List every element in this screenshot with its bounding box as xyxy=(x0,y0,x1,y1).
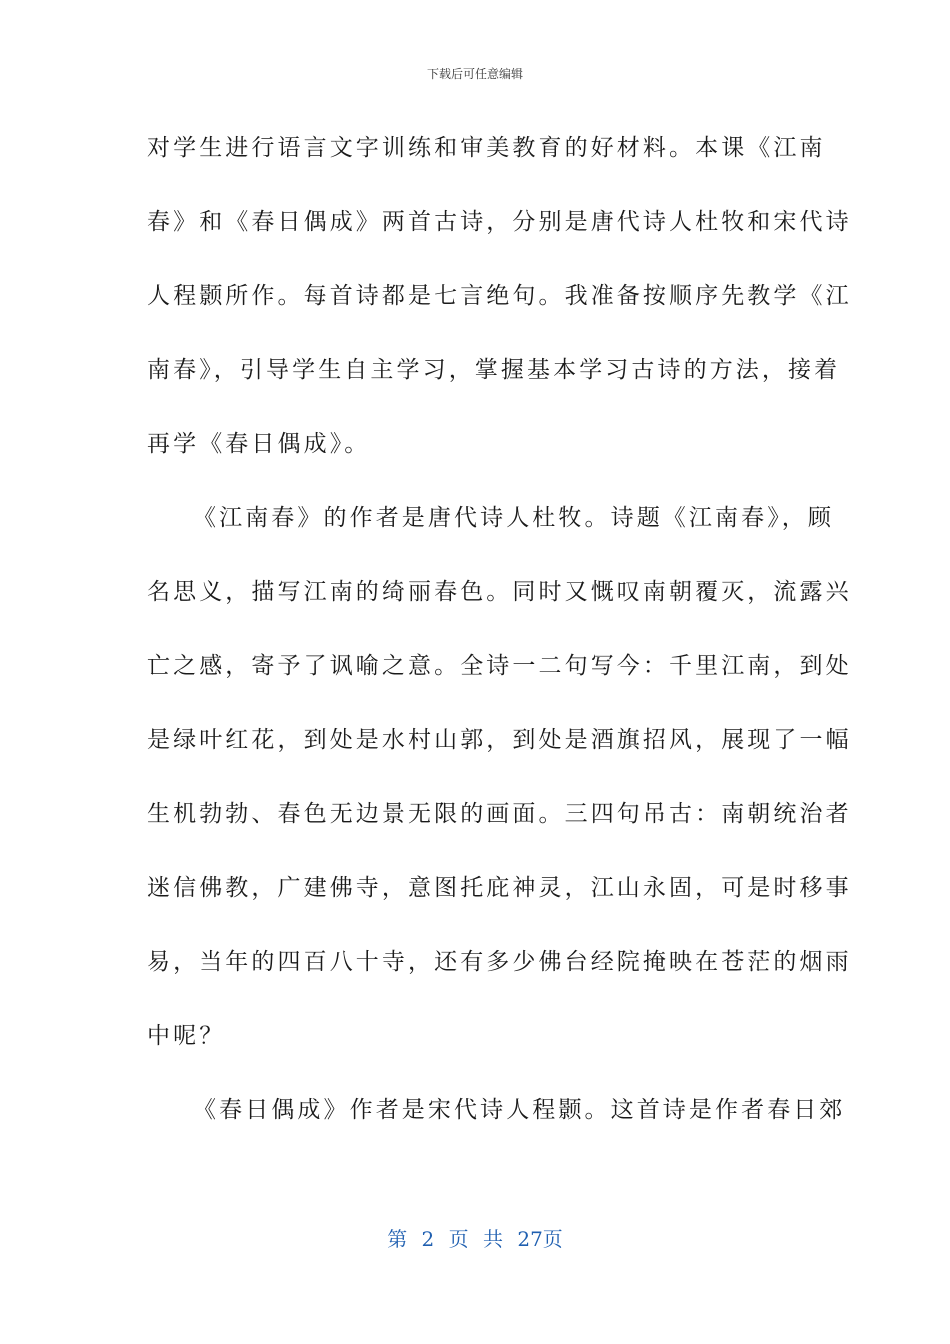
paragraph-start-line: 《江南春》的作者是唐代诗人杜牧。诗题《江南春》，顾 xyxy=(193,505,834,531)
document-body xyxy=(147,123,852,1159)
text-line: 人程颢所作。每首诗都是七言绝句。我准备按顺序先教学《江 xyxy=(147,283,852,309)
text-line: 春》和《春日偶成》两首古诗，分别是唐代诗人杜牧和宋代诗 xyxy=(147,209,852,235)
text-line: 迷信佛教，广建佛寺，意图托庇神灵，江山永固，可是时移事 xyxy=(147,875,852,901)
page-footer xyxy=(0,1225,950,1253)
text-line: 名思义，描写江南的绮丽春色。同时又慨叹南朝覆灭，流露兴 xyxy=(147,579,852,605)
footer-page-word: 页 xyxy=(448,1227,469,1251)
footer-total-pages: 27页 xyxy=(517,1227,563,1251)
footer-total-label: 共 xyxy=(483,1227,503,1251)
page-header: 下载后可任意编辑 xyxy=(426,67,523,81)
text-line: 中呢？ xyxy=(147,1023,226,1049)
paragraph-start-line: 《春日偶成》作者是宋代诗人程颢。这首诗是作者春日郊 xyxy=(193,1097,846,1123)
footer-current-page: 2 xyxy=(421,1227,435,1251)
text-line: 亡之感，寄予了讽喻之意。全诗一二句写今：千里江南，到处 xyxy=(147,653,852,679)
text-line: 生机勃勃、春色无边景无限的画面。三四句吊古：南朝统治者 xyxy=(147,801,852,827)
text-line: 易，当年的四百八十寺，还有多少佛台经院掩映在苍茫的烟雨 xyxy=(147,949,852,975)
text-line: 是绿叶红花，到处是水村山郭，到处是酒旗招风，展现了一幅 xyxy=(147,727,852,753)
text-line: 再学《春日偶成》。 xyxy=(147,431,371,457)
text-line: 南春》，引导学生自主学习，掌握基本学习古诗的方法，接着 xyxy=(147,357,841,383)
text-line: 对学生进行语言文字训练和审美教育的好材料。本课《江南 xyxy=(147,135,826,161)
footer-prefix: 第 xyxy=(387,1227,408,1251)
